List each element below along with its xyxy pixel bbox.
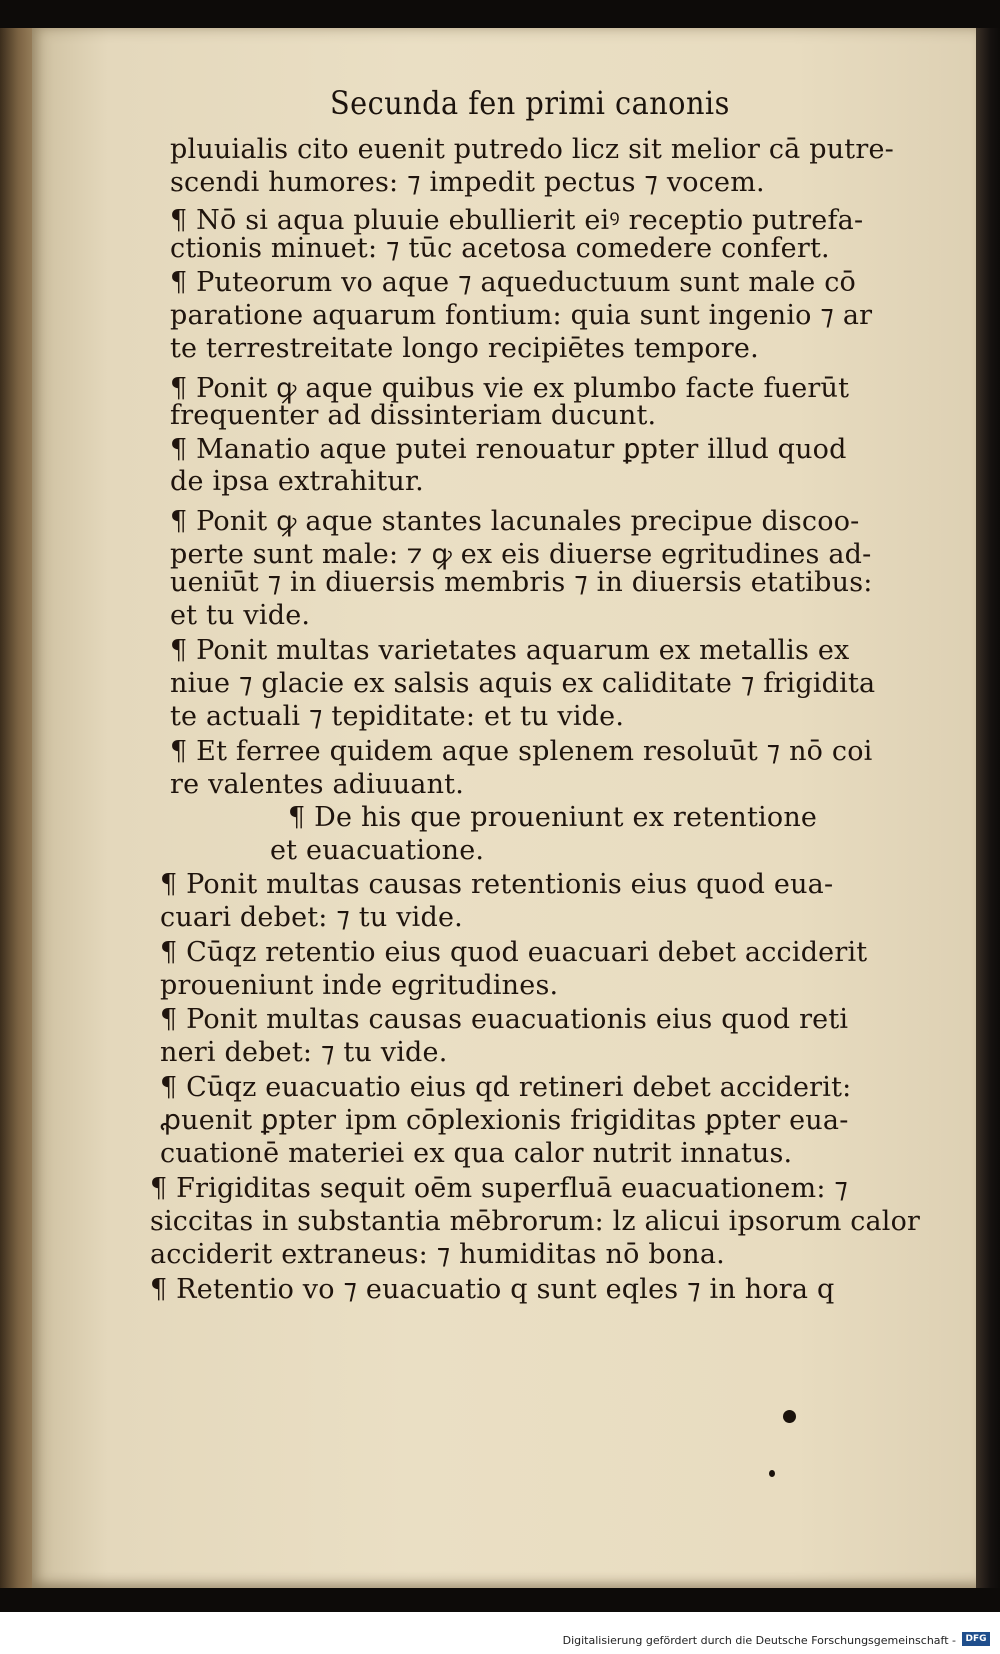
text-line: ¶ Ponit ꝙ aque quibus vie ex plumbo facte fuerūt bbox=[170, 373, 850, 404]
text-line: ¶ Nō si aqua pluuie ebullierit eiꝰ receptio putrefa- bbox=[170, 205, 864, 236]
text-line: ¶ Puteorum vo aque ⁊ aqueductuum sunt male cō bbox=[170, 267, 857, 298]
text-line: acciderit extraneus: ⁊ humiditas nō bona. bbox=[150, 1239, 725, 1270]
text-line: paratione aquarum fontium: quia sunt ingenio ⁊ ar bbox=[170, 300, 873, 331]
text-line: ¶ Frigiditas sequit oēm superfluā euacuationem: ⁊ bbox=[150, 1173, 849, 1204]
text-line: perte sunt male: ⁊ ꝙ ex eis diuerse egritudines ad- bbox=[170, 539, 872, 570]
funding-credit: Digitalisierung gefördert durch die Deutsche Forschungsgemeinschaft - bbox=[562, 1634, 956, 1647]
footer-bar bbox=[0, 1612, 1000, 1654]
page-edge-shadow bbox=[976, 28, 1000, 1588]
text-line: et tu vide. bbox=[170, 600, 311, 631]
text-line: niue ⁊ glacie ex salsis aquis ex caliditate ⁊ frigidita bbox=[170, 668, 876, 699]
text-line: ¶ Et ferree quidem aque splenem resoluūt ⁊ nō coi bbox=[170, 736, 873, 767]
running-head: Secunda fen primi canonis bbox=[330, 84, 730, 122]
text-line: te terrestreitate longo recipiētes tempore. bbox=[170, 333, 759, 364]
text-line: ¶ Ponit multas causas euacuationis eius quod reti bbox=[160, 1004, 849, 1035]
text-line: neri debet: ⁊ tu vide. bbox=[160, 1037, 448, 1068]
section-heading: ¶ De his que proueniunt ex retentione bbox=[288, 802, 818, 833]
text-line: ¶ Ponit ꝙ aque stantes lacunales precipue discoo- bbox=[170, 506, 860, 537]
text-line: cuari debet: ⁊ tu vide. bbox=[160, 902, 463, 933]
text-line: ¶ Cūqz euacuatio eius qd retineri debet acciderit: bbox=[160, 1072, 852, 1103]
text-line: de ipsa extrahitur. bbox=[170, 466, 424, 497]
ink-spot bbox=[769, 1470, 775, 1477]
text-line: ¶ Retentio vo ⁊ euacuatio q sunt eqles ⁊ in hora q bbox=[150, 1274, 835, 1305]
section-heading: et euacuatione. bbox=[270, 835, 485, 866]
text-line: ¶ Cūqz retentio eius quod euacuari debet acciderit bbox=[160, 937, 868, 968]
text-line: ¶ Ponit multas varietates aquarum ex metallis ex bbox=[170, 635, 850, 666]
text-line: ueniūt ⁊ in diuersis membris ⁊ in diuersis etatibus: bbox=[170, 567, 873, 598]
text-line: ¶ Manatio aque putei renouatur ꝑpter illud quod bbox=[170, 434, 847, 465]
text-line: frequenter ad dissinteriam ducunt. bbox=[170, 400, 657, 431]
text-line: ¶ Ponit multas causas retentionis eius quod eua- bbox=[160, 869, 834, 900]
text-line: ꝓuenit ꝑpter ipm cōplexionis frigiditas ꝑpter eua- bbox=[160, 1105, 849, 1136]
text-line: siccitas in substantia mēbrorum: lz alicui ipsorum calor bbox=[150, 1206, 921, 1237]
text-line: scendi humores: ⁊ impedit pectus ⁊ vocem. bbox=[170, 167, 765, 198]
dfg-logo: DFG bbox=[962, 1632, 990, 1646]
text-line: pluuialis cito euenit putredo licz sit melior cā putre- bbox=[170, 134, 894, 165]
ink-spot bbox=[783, 1410, 796, 1423]
text-line: te actuali ⁊ tepiditate: et tu vide. bbox=[170, 701, 625, 732]
text-line: re valentes adiuuant. bbox=[170, 769, 465, 800]
text-line: cuationē materiei ex qua calor nutrit innatus. bbox=[160, 1138, 793, 1169]
text-line: proueniunt inde egritudines. bbox=[160, 970, 559, 1001]
text-line: ctionis minuet: ⁊ tūc acetosa comedere confert. bbox=[170, 233, 830, 264]
